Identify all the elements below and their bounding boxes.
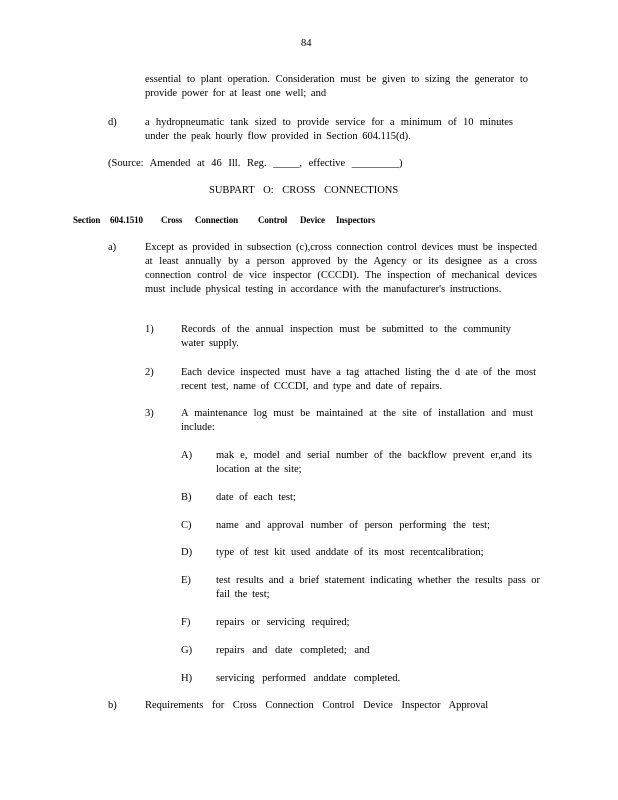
log-item-marker: G)	[181, 645, 193, 656]
log-item-text: name and approval number of person performing the test;	[216, 520, 491, 531]
section-title-word: Inspectors	[336, 215, 375, 225]
log-item-marker: A)	[181, 450, 193, 461]
item-b-text: Requirements for Cross Connection Control Device Inspector Approval	[145, 700, 489, 711]
subitem-marker: 1)	[145, 324, 154, 335]
section-title-word: Cross	[161, 215, 183, 225]
log-item-text: repairs or servicing required;	[216, 617, 350, 628]
subitem-marker: 3)	[145, 408, 154, 419]
log-item-text: mak e, model and serial number of the backflow prevent er,and its location at the site;	[216, 450, 532, 475]
section-heading	[0, 213, 618, 227]
section-title-word: Control	[258, 215, 288, 225]
log-item-text: date of each test;	[216, 492, 296, 503]
subitem-text: A maintenance log must be maintained at the site of installation and must include:	[181, 408, 533, 433]
log-item-text: type of test kit used anddate of its most recentcalibration;	[216, 547, 484, 558]
subpart-title: SUBPART O: CROSS CONNECTIONS	[209, 185, 399, 196]
source-note: (Source: Amended at 46 Ill. Reg. _____, effective _________)	[108, 158, 403, 169]
item-b-marker: b)	[108, 700, 117, 711]
section-number: 604.1510	[110, 215, 143, 225]
log-item-marker: E)	[181, 575, 191, 586]
log-item-marker: C)	[181, 520, 192, 531]
subitem-marker: 2)	[145, 367, 154, 378]
page-number: 84	[301, 38, 312, 49]
section-title-word: Device	[300, 215, 325, 225]
log-item-marker: H)	[181, 673, 193, 684]
log-item-marker: F)	[181, 617, 191, 628]
section-title-word: Connection	[195, 215, 239, 225]
item-a-text: Except as provided in subsection (c),cross connection control devices must be inspected at least annually by a person approved by the Agency or its designee as a cross connection control de vice inspector (CCCDI). The inspection of mechanical devices must include physical testing in accordance with the manufacturer's instructions.	[145, 242, 537, 295]
intro-continuation: essential to plant operation. Consideration must be given to sizing the generator to provide power for at least one well; and	[145, 74, 528, 99]
log-item-text: servicing performed anddate completed.	[216, 673, 401, 684]
item-d-text: a hydropneumatic tank sized to provide service for a minimum of 10 minutes under the peak hourly flow provided in Section 604.115(d).	[145, 117, 513, 142]
item-a-marker: a)	[108, 242, 117, 253]
subitem-text: Records of the annual inspection must be submitted to the community water supply.	[181, 324, 511, 349]
log-item-marker: B)	[181, 492, 192, 503]
log-item-text: test results and a brief statement indicating whether the results pass or fail the test;	[216, 575, 540, 600]
section-label: Section	[73, 215, 101, 225]
log-item-text: repairs and date completed; and	[216, 645, 370, 656]
item-d-marker: d)	[108, 117, 117, 128]
log-item-marker: D)	[181, 547, 193, 558]
subitem-text: Each device inspected must have a tag attached listing the d ate of the most recent test, name of CCCDI, and type and date of repairs.	[181, 367, 536, 392]
